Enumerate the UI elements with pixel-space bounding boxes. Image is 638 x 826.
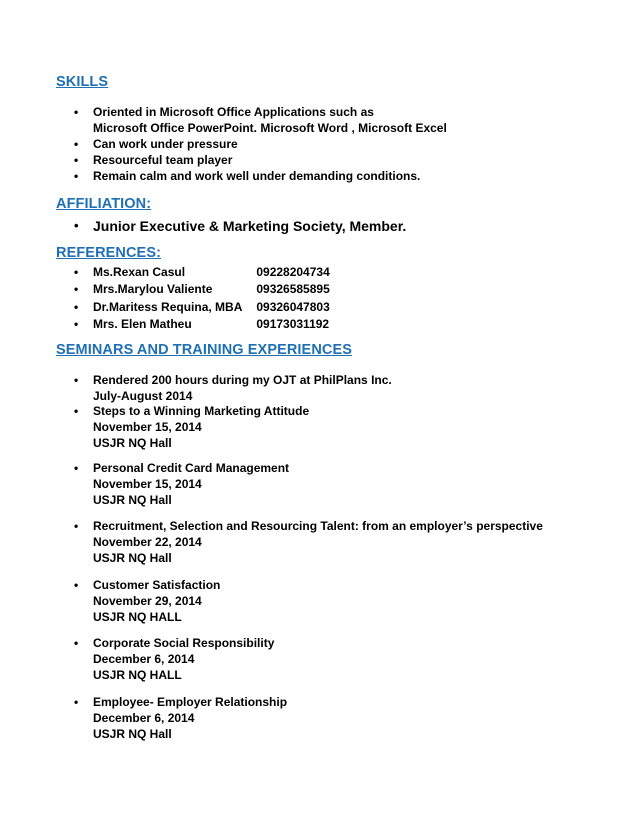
affiliation-text: Junior Executive & Marketing Society, Member. (93, 218, 407, 234)
references-heading: REFERENCES: (56, 245, 162, 261)
bullet-icon: • (74, 373, 79, 387)
list-item (0, 152, 447, 168)
list-item (0, 136, 447, 152)
skill-text-continued: Microsoft Office PowerPoint. Microsoft Word , Microsoft Excel (93, 121, 447, 135)
bullet-icon: • (74, 578, 79, 592)
reference-phone: 09228204734 (256, 265, 330, 279)
bullet-icon: • (74, 137, 79, 151)
reference-name: Mrs.Marylou Valiente (93, 282, 213, 297)
bullet-icon: • (74, 105, 79, 119)
seminar-item (0, 635, 274, 683)
seminar-venue: USJR NQ HALL (93, 668, 182, 682)
reference-name: Dr.Maritess Requina, MBA (93, 299, 243, 314)
list-item (0, 264, 330, 281)
seminar-item (0, 372, 392, 404)
affiliation-list (0, 217, 406, 235)
seminar-venue: USJR NQ Hall (93, 493, 172, 507)
seminars-heading: SEMINARS AND TRAINING EXPERIENCES (56, 342, 353, 358)
seminar-date: November 29, 2014 (93, 594, 202, 608)
list-item (0, 217, 406, 235)
skill-text: Oriented in Microsoft Office Applications such as (93, 105, 374, 119)
seminar-title: Personal Credit Card Management (93, 461, 290, 475)
bullet-icon: • (74, 636, 79, 650)
skill-text: Resourceful team player (93, 153, 233, 167)
list-item (0, 281, 330, 298)
reference-phone: 09326585895 (256, 282, 330, 297)
seminar-item (0, 403, 309, 451)
seminar-venue: USJR NQ Hall (93, 727, 172, 741)
seminar-date: November 22, 2014 (93, 535, 202, 549)
list-item (0, 299, 330, 316)
references-list (0, 264, 330, 333)
skill-text: Remain calm and work well under demanding conditions. (93, 169, 421, 183)
list-item (0, 316, 330, 333)
reference-name: Mrs. Elen Matheu (93, 316, 192, 331)
skills-list (0, 104, 447, 184)
seminar-title: Rendered 200 hours during my OJT at PhilPlans Inc. (93, 373, 392, 387)
seminar-title: Corporate Social Responsibility (93, 636, 275, 650)
seminar-item (0, 460, 289, 508)
list-item (0, 168, 447, 184)
reference-phone: 09326047803 (256, 299, 330, 314)
seminar-venue: USJR NQ Hall (93, 551, 172, 565)
bullet-icon: • (74, 265, 79, 279)
reference-name: Ms.Rexan Casul (93, 265, 186, 279)
list-item (0, 104, 447, 136)
seminar-item (0, 577, 220, 625)
seminar-item (0, 518, 543, 566)
bullet-icon: • (74, 695, 79, 709)
bullet-icon: • (74, 299, 79, 314)
affiliation-heading: AFFILIATION: (56, 196, 152, 212)
seminar-date: December 6, 2014 (93, 711, 195, 725)
seminar-date: July-August 2014 (93, 389, 193, 403)
bullet-icon: • (74, 169, 79, 183)
seminar-date: November 15, 2014 (93, 477, 202, 491)
skills-heading: SKILLS (56, 74, 109, 90)
seminar-venue: USJR NQ Hall (93, 436, 172, 450)
seminar-date: December 6, 2014 (93, 652, 195, 666)
bullet-icon: • (74, 404, 79, 418)
reference-phone: 09173031192 (256, 316, 330, 331)
seminar-date: November 15, 2014 (93, 420, 202, 434)
bullet-icon: • (74, 461, 79, 475)
skill-text: Can work under pressure (93, 137, 238, 151)
seminar-title: Employee- Employer Relationship (93, 695, 288, 709)
seminar-title: Steps to a Winning Marketing Attitude (93, 404, 310, 418)
bullet-icon: • (74, 282, 79, 297)
seminar-venue: USJR NQ HALL (93, 610, 182, 624)
bullet-icon: • (74, 218, 79, 233)
bullet-icon: • (74, 316, 79, 331)
seminar-item (0, 694, 287, 742)
seminar-title: Recruitment, Selection and Resourcing Talent: from an employer’s perspective (93, 519, 543, 533)
bullet-icon: • (74, 153, 79, 167)
bullet-icon: • (74, 519, 79, 533)
seminar-title: Customer Satisfaction (93, 578, 221, 592)
